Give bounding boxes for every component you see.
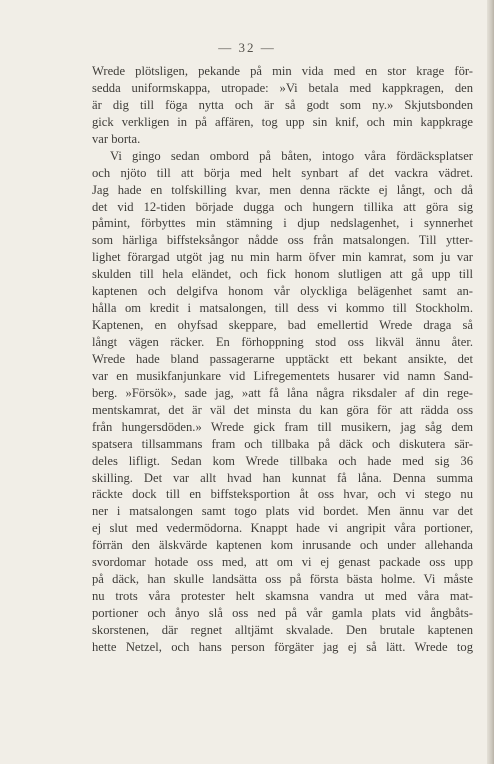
text-line: är dig till föga nytta och är så godt som ny.» Skjutsbonden: [92, 97, 473, 112]
text-line: ner i matsalongen samt togo plats vid bordet. Men ännu var det: [92, 504, 473, 519]
text-line: lighet förargad utgöt jag nu min harm öfver min kamrat, som ju var: [92, 250, 473, 265]
text-line: portioner och ånyo slå oss ned på vår gamla plats vid ångbåts-: [92, 606, 473, 620]
text-line: skorstenen, där regnet alltjämt skvalade. Den brutale kaptenen: [92, 622, 473, 637]
text-line: Kaptenen, en ohyfsad skeppare, bad emellertid Wrede draga så: [92, 318, 473, 333]
text-line: Jag hade en tolfskilling kvar, men denna räckte ej långt, och då: [92, 182, 473, 197]
text-line: mentskamrat, det är väl det minsta du kan göra för att rädda oss: [92, 402, 473, 417]
text-line: förrän den älskvärde kaptenen kom inrusande och under allehanda: [92, 538, 473, 553]
text-line: på däck, han skulle landsätta oss på första bästa holme. Vi måste: [92, 572, 473, 587]
text-line: skulden till hela eländet, och fick honom slutligen att gå upp till: [92, 267, 473, 282]
text-line: hålla om kredit i matsalongen, till dess vi kommo till Stockholm.: [92, 301, 473, 316]
text-line: kaptenen och delgifva honom vår olyckliga belägenhet samt an-: [92, 284, 473, 299]
text-line: var en musikfanjunkare vid Lifregementets husarer vid namn Sand-: [92, 368, 473, 383]
text-line: påmint, förbyttes min stämning i djup nedslagenhet, i synnerhet: [92, 216, 473, 231]
text-line: nu trots våra protester helt skamsna vandra ut med våra mat-: [92, 589, 473, 604]
body-text: [92, 63, 473, 656]
text-line: deles lifligt. Sedan kom Wrede tillbaka och hade med sig 36: [92, 453, 473, 468]
text-line: spatsera tillsammans fram och tillbaka på däck och diskutera sär-: [92, 436, 473, 451]
text-line: hette Netzel, och hans person förgäter jag ej så lätt. Wrede tog: [92, 639, 473, 654]
text-line: och njöto till att börja med helt synbart af det vackra vädret.: [92, 165, 473, 180]
text-line: gick verkligen in på affären, tog upp sin knif, och min kappkrage: [92, 114, 473, 129]
text-line: var borta.: [92, 131, 141, 146]
text-line: som härliga biffsteksångor nådde oss från matsalongen. Till ytter-: [92, 233, 473, 248]
text-line: det vid 12-tiden började dugga och hungern tillika att göra sig: [92, 199, 473, 214]
text-line: från hungersdöden.» Wrede gick fram till musikern, jag såg dem: [92, 419, 473, 434]
text-line: ej slut med vedermödorna. Knappt hade vi angripit våra portioner,: [92, 521, 473, 536]
page-edge-shadow: [487, 0, 494, 764]
text-line: sedda uniformskappa, utropade: »Vi betala med kappkragen, den: [92, 80, 473, 95]
text-line: svordomar hotade oss med, att om vi ej genast packade oss upp: [92, 555, 473, 570]
text-line: Wrede plötsligen, pekande på min vida med en stor krage för-: [92, 64, 473, 78]
text-line: räckte dock till en biffsteksportion åt oss hvar, och vi stego nu: [92, 487, 473, 502]
paragraph-first-line: Vi gingo sedan ombord på båten, intogo våra fördäcksplatser: [110, 148, 473, 163]
text-line: berg. »Försök», sade jag, »att få låna några riksdaler af din rege-: [92, 385, 473, 400]
text-line: skilling. Det var allt hvad han kunnat få låna. Denna summa: [92, 470, 473, 485]
text-line: långt vägen räcker. En förhoppning stod oss likväl ännu åter.: [92, 335, 473, 349]
page-number: — 32 —: [218, 40, 276, 55]
text-line: Wrede hade bland passagerarne upptäckt ett bekant ansikte, det: [92, 351, 473, 366]
